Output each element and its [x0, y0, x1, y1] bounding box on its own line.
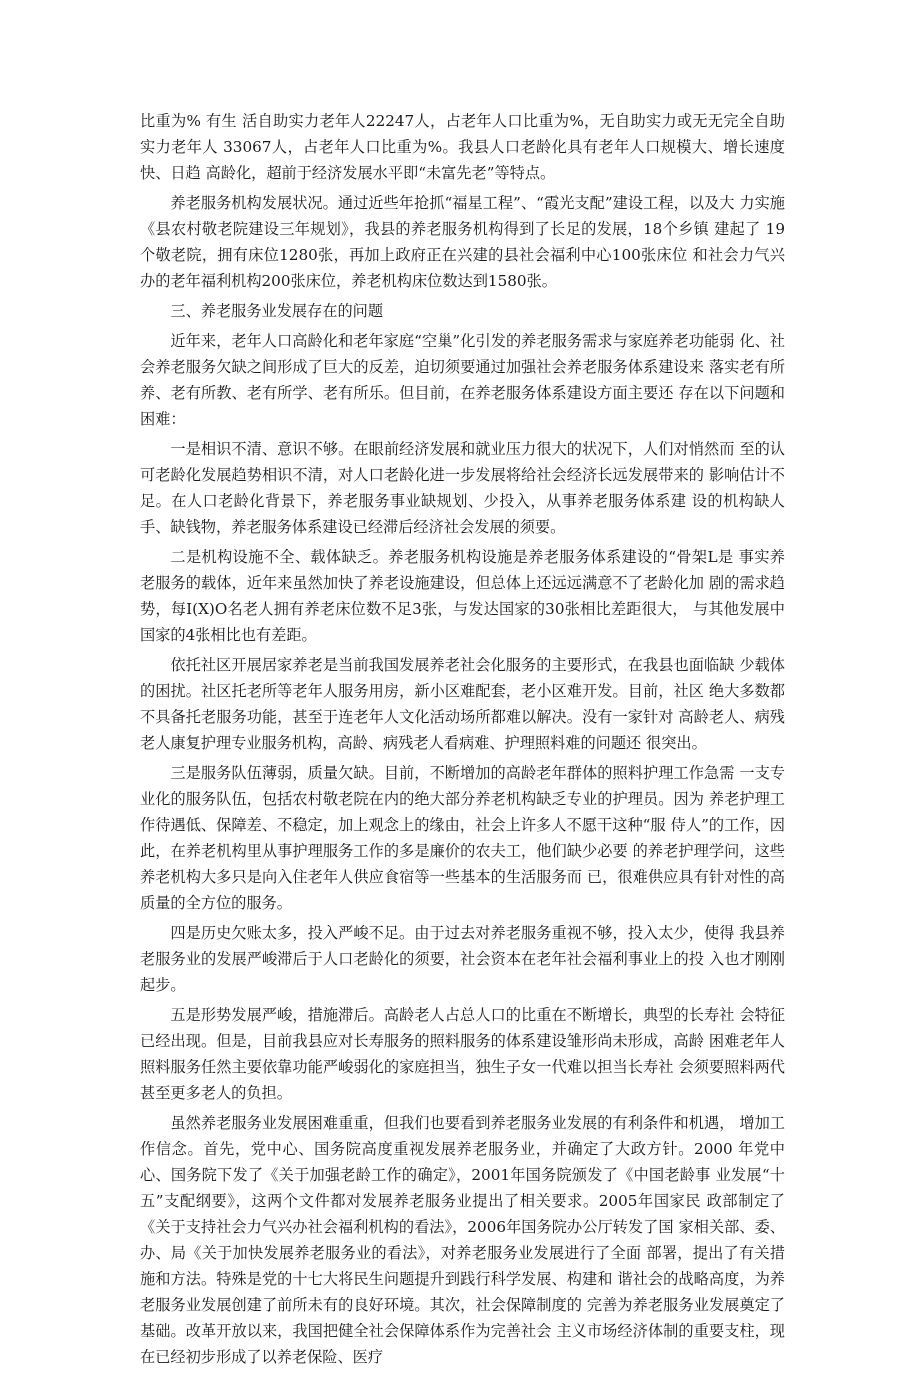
section-heading-problems: 三、养老服务业发展存在的问题 [170, 302, 384, 320]
paragraph-opportunities: 虽然养老服务业发展困难重重，但我们也要看到养老服务业发展的有利条件和机遇， 增加工作信念。首先，党中心、国务院高度重视发展养老服务业，并确定了大政方针。2000 年党中心、国务院下发了《关于加强老龄工作的确定》，2001年国务院颁发了《中国老龄事 业发展“十五”支配纲要》，这两个文件都对发展养老服务业提出了相关要求。2005年国家民 政部制定了《关于支持社会力气兴办社会福利机构的看法》，2006年国务院办公厅转发了国 家相关部、委、办、局《关于加快发展养老服务业的看法》，对养老服务业发展进行了全面 部署，提出了有关措施和方法。特殊是党的十七大将民生问题提升到践行科学发展、构建和 谐社会的战略高度，为养老服务业发展创建了前所未有的良好环境。其次，社会保障制度的 完善为养老服务业发展奠定了基础。改革开放以来，我国把健全社会保障体系作为完善社会 主义市场经济体制的重要支柱，现在已经初步形成了以养老保险、医疗 [140, 1114, 785, 1366]
paragraph-institution-status: 养老服务机构发展状况。通过近些年抢抓“福星工程”、“霞光支配”建设工程，以及大 力实施《县农村敬老院建设三年规划》，我县的养老服务机构得到了长足的发展，18个乡镇 建起了 19个敬老院，拥有床位1280张，再加上政府正在兴建的县社会福利中心100张床位 和社会力气兴办的老年福利机构200张床位，养老机构床位数达到1580张。 [140, 194, 785, 290]
document-body [140, 108, 785, 1374]
paragraph-problem-measures: 五是形势发展严峻，措施滞后。高龄老人占总人口的比重在不断增长，典型的长寿社 会特征已经出现。但是，目前我县应对长寿服务的照料服务的体系建设雏形尚未形成，高龄 困难老年人照料服务任然主要依靠功能严峻弱化的家庭担当，独生子女一代难以担当长寿社 会须要照料两代甚至更多老人的负担。 [140, 1006, 785, 1102]
paragraph-problems-intro: 近年来，老年人口高龄化和老年家庭“空巢”化引发的养老服务需求与家庭养老功能弱 化、社会养老服务欠缺之间形成了巨大的反差，迫切须要通过加强社会养老服务体系建设来 落实老有所养、老有所教、老有所学、老有所乐。但目前，在养老服务体系建设方面主要还 存在以下问题和困难： [140, 332, 785, 428]
paragraph-elderly-stats: 比重为% 有生 活自助实力老年人22247人，占老年人口比重为%，无自助实力或无无完全自助实力老年人 33067人，占老年人口比重为%。我县人口老龄化具有老年人口规模大、增长速度快、日趋 高龄化，超前于经济发展水平即“未富先老”等特点。 [140, 112, 785, 182]
paragraph-problem-facilities: 二是机构设施不全、载体缺乏。养老服务机构设施是养老服务体系建设的“骨架L是 事实养老服务的载体，近年来虽然加快了养老设施建设，但总体上还远远满意不了老龄化加 剧的需求趋势，每I(X)O名老人拥有养老床位数不足3张，与发达国家的30张相比差距很大， 与其他发展中国家的4张相比也有差距。 [140, 548, 785, 644]
paragraph-problem-investment: 四是历史欠账太多，投入严峻不足。由于过去对养老服务重视不够，投入太少，使得 我县养老服务业的发展严峻滞后于人口老龄化的须要，社会资本在老年社会福利事业上的投 入也才刚刚起步。 [140, 924, 785, 994]
paragraph-community-care: 依托社区开展居家养老是当前我国发展养老社会化服务的主要形式，在我县也面临缺 少载体的困扰。社区托老所等老年人服务用房，新小区难配套，老小区难开发。目前，社区 绝大多数都不具备托老服务功能，甚至于连老年人文化活动场所都难以解决。没有一家针对 高龄老人、病残老人康复护理专业服务机构，高龄、病残老人看病难、护理照料难的问题还 很突出。 [140, 656, 785, 752]
paragraph-problem-awareness: 一是相识不清、意识不够。在眼前经济发展和就业压力很大的状况下，人们对悄然而 至的认可老龄化发展趋势相识不清，对人口老龄化进一步发展将给社会经济长远发展带来的 影响估计不足。在人口老龄化背景下，养老服务事业缺规划、少投入，从事养老服务体系建 设的机构缺人手、缺钱物，养老服务体系建设已经滞后经济社会发展的须要。 [140, 440, 785, 536]
paragraph-problem-staff: 三是服务队伍薄弱，质量欠缺。目前，不断增加的高龄老年群体的照料护理工作急需 一支专业化的服务队伍，包括农村敬老院在内的绝大部分养老机构缺乏专业的护理员。因为 养老护理工作待遇低、保障差、不稳定，加上观念上的缘由，社会上许多人不愿干这种“服 侍人”的工作，因此，在养老机构里从事护理服务工作的多是廉价的农夫工，他们缺少必要 的养老护理学问，这些养老机构大多只是向入住老年人供应食宿等一些基本的生活服务而 已，很难供应具有针对性的高质量的全方位的服务。 [140, 764, 785, 912]
